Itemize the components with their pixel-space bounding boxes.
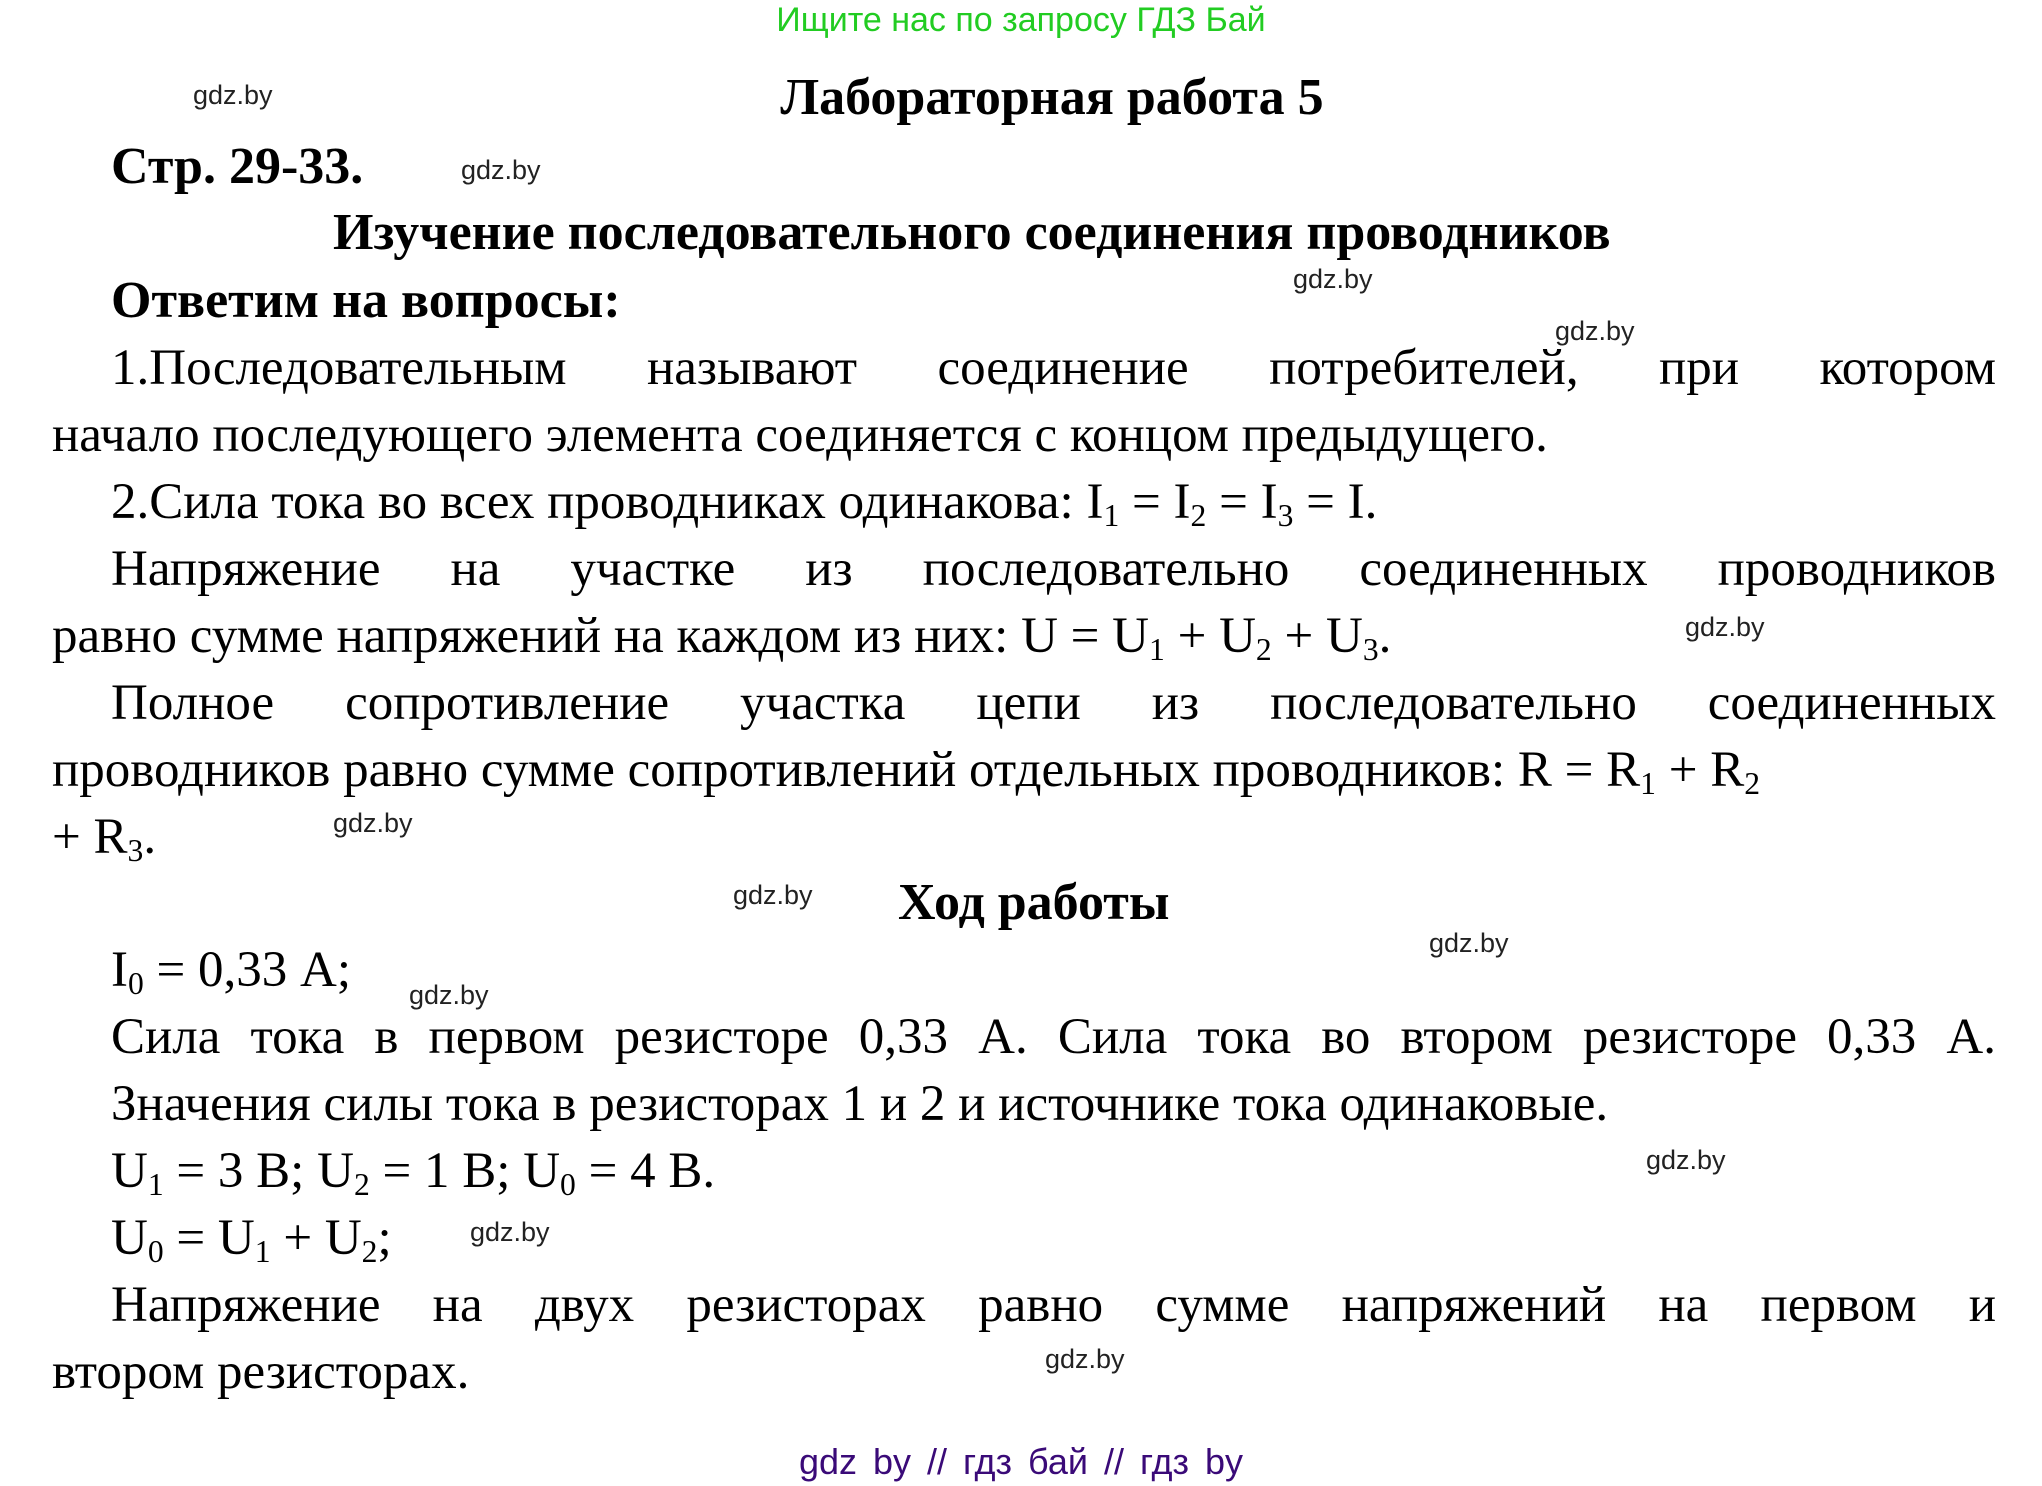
current-formula: $I_1 = I_2 = I_3 = I$.	[1086, 474, 1378, 533]
questions-heading: Ответим на вопросы:	[111, 272, 621, 329]
answer-2-text: 2.Сила тока во всех проводниках одинакова:	[111, 474, 1087, 530]
answer-1-line-1: 1.Последовательным называют соединение потребителей, при котором	[111, 340, 1996, 396]
watermark: gdz.by	[1685, 612, 1765, 642]
footer-links[interactable]: gdz by // гдз бай // гдз by	[798, 1441, 1244, 1482]
watermark: gdz.by	[1555, 316, 1635, 346]
voltage-line-1: Напряжение на участке из последовательно соединенных проводников	[111, 541, 1996, 597]
watermark: gdz.by	[193, 80, 273, 110]
answer-1-line-2: начало последующего элемента соединяется с концом предыдущего.	[52, 407, 1548, 463]
i0-value: $I_0 = 0,33$ А;	[111, 942, 352, 1001]
voltage-text: равно сумме напряжений на каждом из них:	[52, 608, 1022, 664]
search-hint-link[interactable]: Ищите нас по запросу ГДЗ Бай	[776, 1, 1266, 39]
watermark: gdz.by	[333, 808, 413, 838]
page-title: Лабораторная работа 5	[780, 69, 1324, 126]
resistance-line-3: + $R_3$.	[52, 809, 157, 868]
watermark: gdz.by	[1646, 1145, 1726, 1175]
resistance-line-2	[52, 740, 1996, 800]
resistance-text: проводников равно сумме сопротивлений отдельных проводников: $R = R_1 + R_2$	[52, 742, 1761, 801]
answer-2	[111, 472, 1377, 532]
watermark: gdz.by	[409, 980, 489, 1010]
watermark: gdz.by	[1293, 264, 1373, 294]
conclusion-line-1: Напряжение на двух резисторах равно сумме напряжений на первом и	[111, 1277, 1996, 1333]
watermark: gdz.by	[461, 155, 541, 185]
equal-line: Значения силы тока в резисторах 1 и 2 и источнике тока одинаковые.	[111, 1076, 1609, 1132]
watermark: gdz.by	[733, 880, 813, 910]
subtitle: Изучение последовательного соединения проводников	[333, 204, 1611, 261]
watermark: gdz.by	[1045, 1344, 1125, 1374]
sum-formula: $U_0 = U_1 + U_2$;	[111, 1210, 392, 1269]
voltages-values: $U_1 = 3$ В; $U_2 = 1$ В; $U_0 = 4$ В.	[111, 1143, 716, 1202]
voltage-formula: $U = U_1 + U_2 + U_3$.	[1021, 608, 1392, 667]
conclusion-line-2: втором резисторах.	[52, 1344, 470, 1400]
work-heading: Ход работы	[898, 874, 1170, 931]
page-range: Стр. 29-33.	[111, 138, 364, 195]
watermark: gdz.by	[470, 1217, 550, 1247]
voltage-line-2	[52, 606, 1391, 666]
current-line: Сила тока в первом резисторе 0,33 А. Сила тока во втором резисторе 0,33 А.	[111, 1009, 1996, 1065]
watermark: gdz.by	[1429, 928, 1509, 958]
resistance-line-1: Полное сопротивление участка цепи из последовательно соединенных	[111, 675, 1996, 731]
